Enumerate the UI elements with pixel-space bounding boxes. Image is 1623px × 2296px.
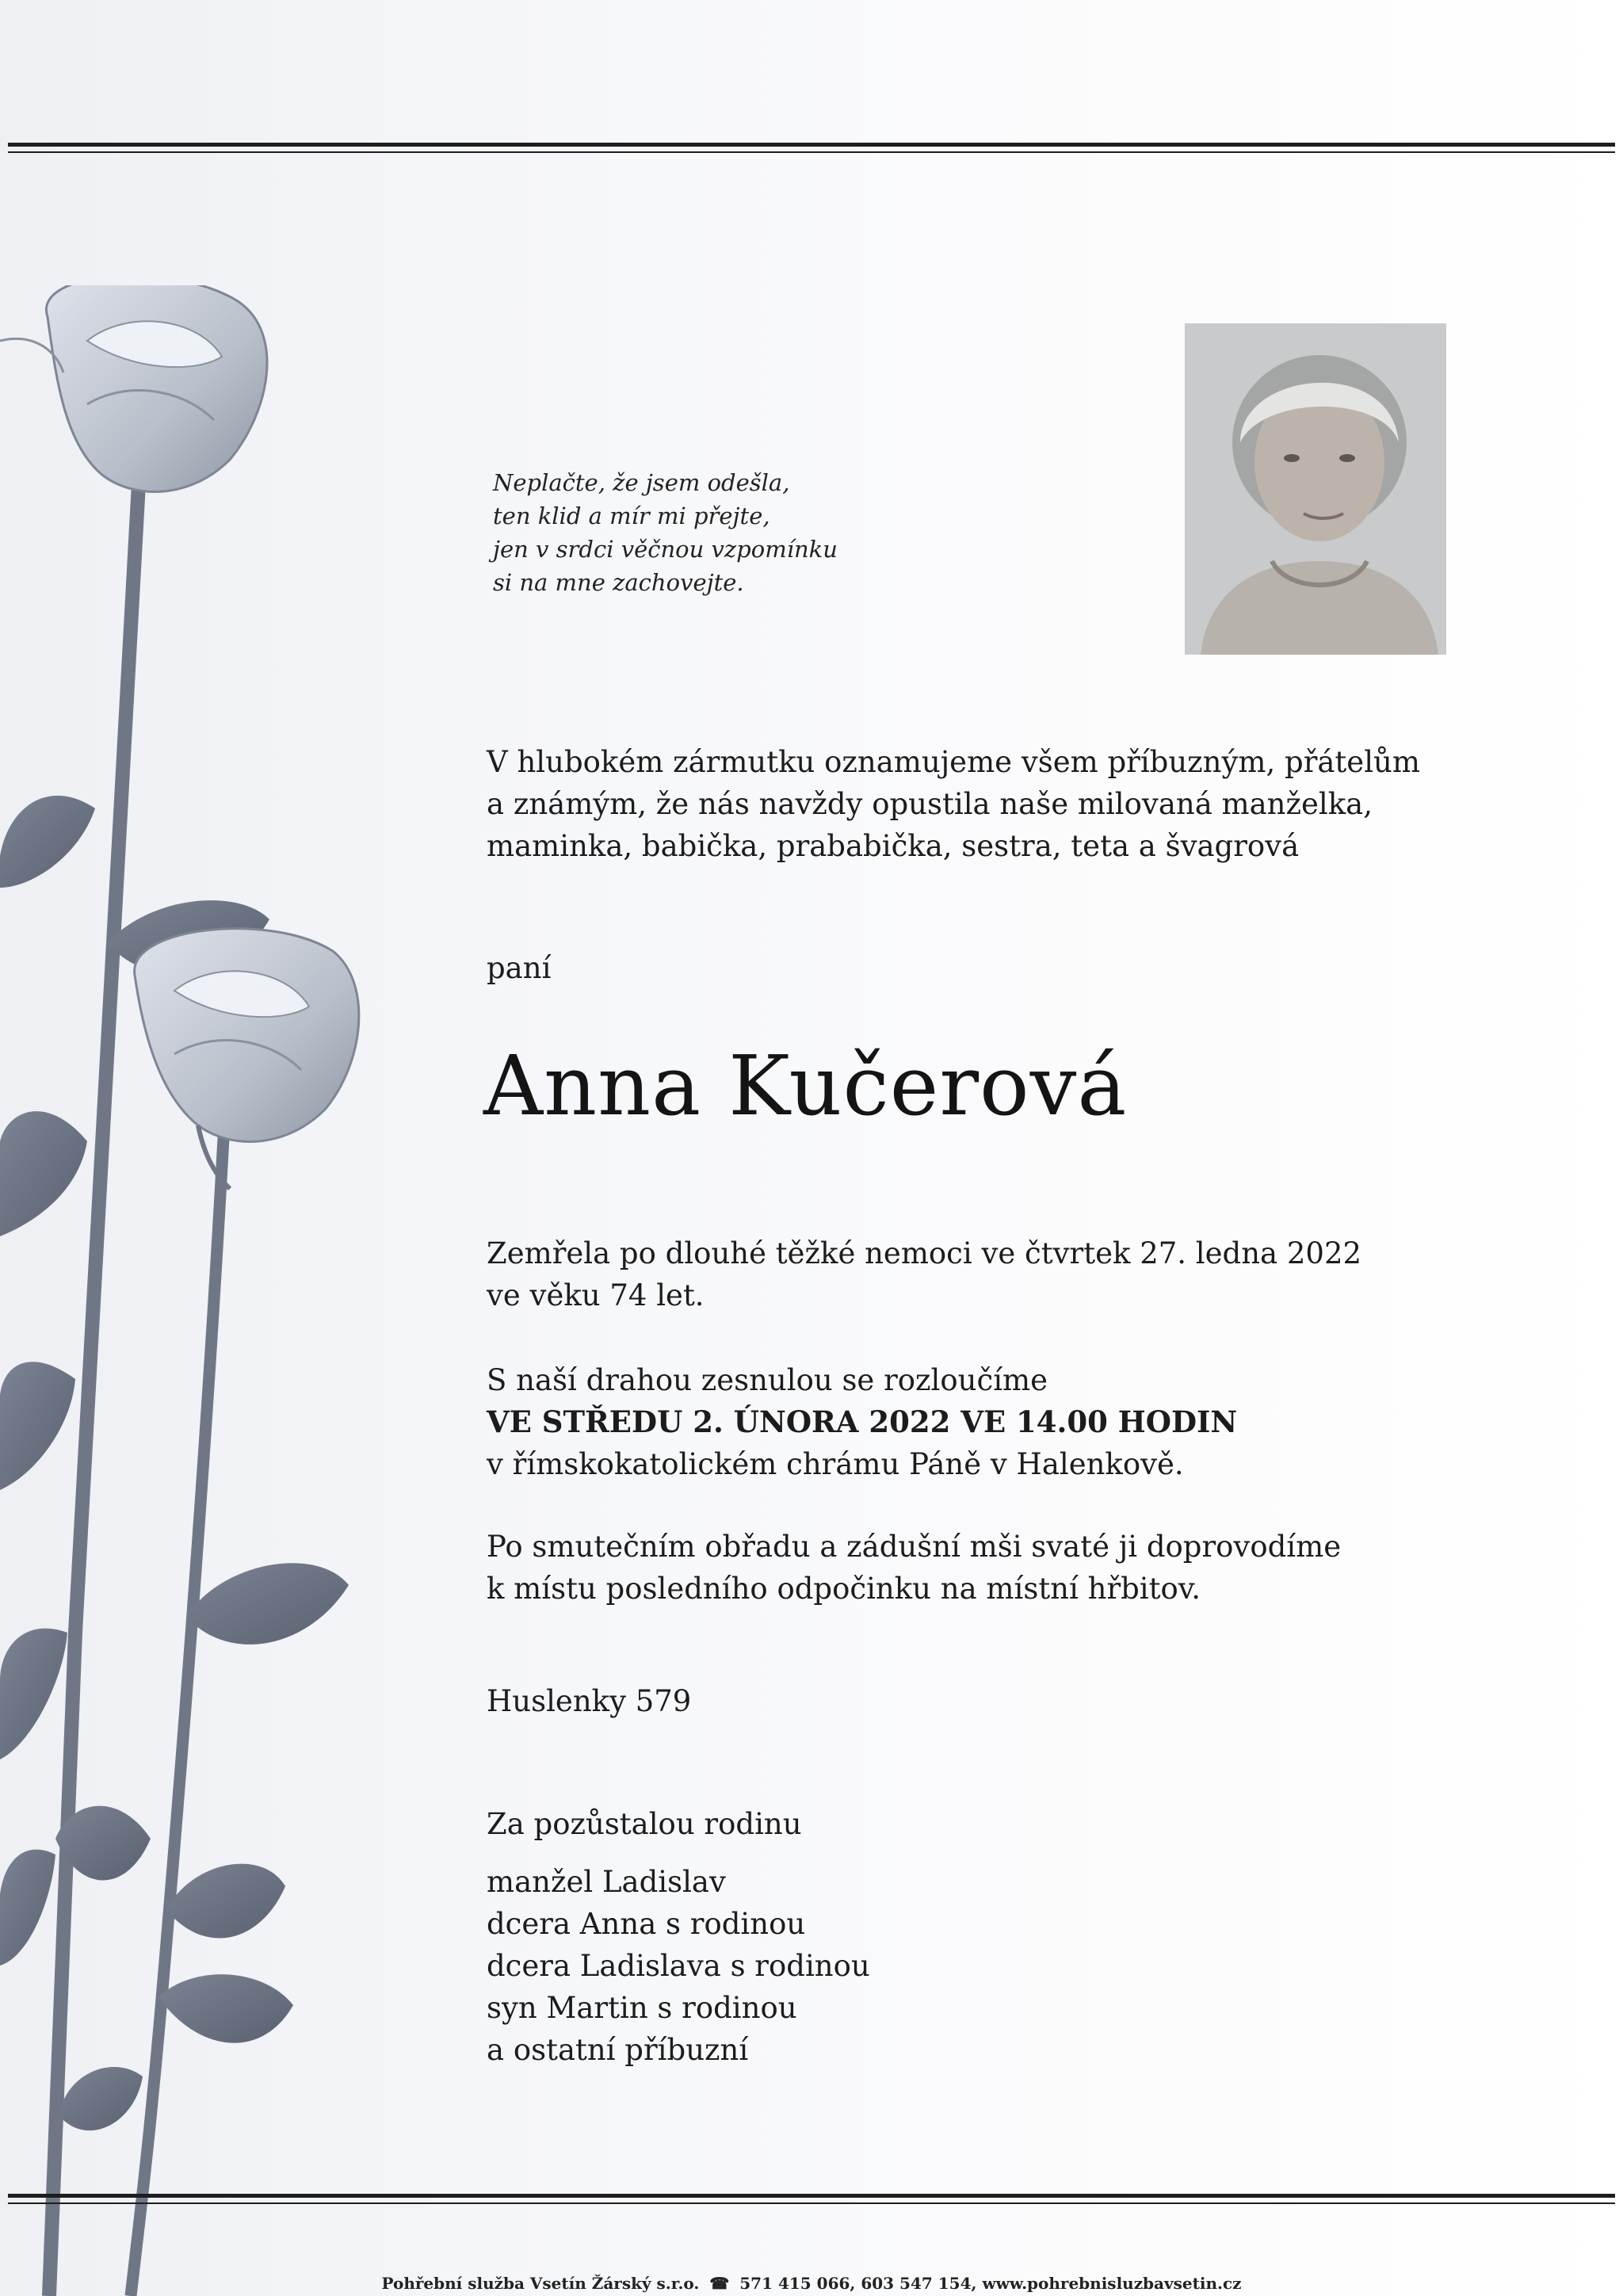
rose-decoration [0, 285, 412, 2296]
death-info-line: ve věku 74 let. [487, 1278, 705, 1312]
family-heading: Za pozůstalou rodinu [487, 1807, 802, 1841]
address: Huslenky 579 [487, 1684, 692, 1718]
announcement-line: a známým, že nás navždy opustila naše milovaná manželka, [487, 787, 1373, 821]
ceremony-info [487, 1359, 1237, 1485]
footer-company: Pohřební služba Vsetín Žárský s.r.o. [381, 2274, 700, 2293]
ceremony-date-time: VE STŘEDU 2. ÚNORA 2022 VE 14.00 HODIN [487, 1404, 1238, 1439]
announcement-line: V hlubokém zármutku oznamujeme všem příbuzným, přátelům [487, 745, 1420, 779]
burial-line: Po smutečním obřadu a zádušní mši svaté ji doprovodíme [487, 1530, 1342, 1564]
top-rule-thin [8, 151, 1615, 153]
bottom-rule-thin [8, 2202, 1615, 2204]
footer-phones: 571 415 066, 603 547 154, [739, 2274, 977, 2293]
announcement-line: maminka, babička, prababička, sestra, teta a švagrová [487, 829, 1300, 863]
family-member: dcera Ladislava s rodinou [487, 1949, 870, 1983]
portrait-image [1185, 323, 1446, 655]
family-list [487, 1803, 870, 2071]
footer-website: www.pohrebnisluzbavsetin.cz [982, 2274, 1242, 2293]
ceremony-location: v římskokatolickém chrámu Páně v Halenkově. [487, 1447, 1184, 1481]
memorial-poem [493, 466, 968, 599]
death-info-line: Zemřela po dlouhé těžké nemoci ve čtvrtek 27. ledna 2022 [487, 1236, 1362, 1270]
bottom-rule-thick [8, 2194, 1615, 2198]
family-member: syn Martin s rodinou [487, 1991, 797, 2025]
poem-line: Neplačte, že jsem odešla, [493, 469, 790, 496]
announcement-text [487, 741, 1420, 867]
top-rule-thick [8, 143, 1615, 147]
poem-line: jen v srdci věčnou vzpomínku [493, 536, 838, 563]
burial-line: k místu posledního odpočinku na místní hřbitov. [487, 1572, 1201, 1606]
poem-line: ten klid a mír mi přejte, [493, 502, 770, 529]
death-info [487, 1232, 1361, 1316]
family-member: manžel Ladislav [487, 1865, 726, 1899]
burial-info [487, 1526, 1341, 1610]
poem-line: si na mne zachovejte. [493, 569, 744, 596]
family-member: a ostatní příbuzní [487, 2033, 749, 2067]
ceremony-line: S naší drahou zesnulou se rozloučíme [487, 1363, 1048, 1397]
footer [0, 2273, 1623, 2294]
title-word: paní [487, 951, 552, 985]
portrait-photo [1185, 323, 1446, 655]
telephone-icon: ☎ [709, 2274, 730, 2293]
deceased-name: Anna Kučerová [483, 1037, 1128, 1134]
family-member: dcera Anna s rodinou [487, 1907, 806, 1941]
